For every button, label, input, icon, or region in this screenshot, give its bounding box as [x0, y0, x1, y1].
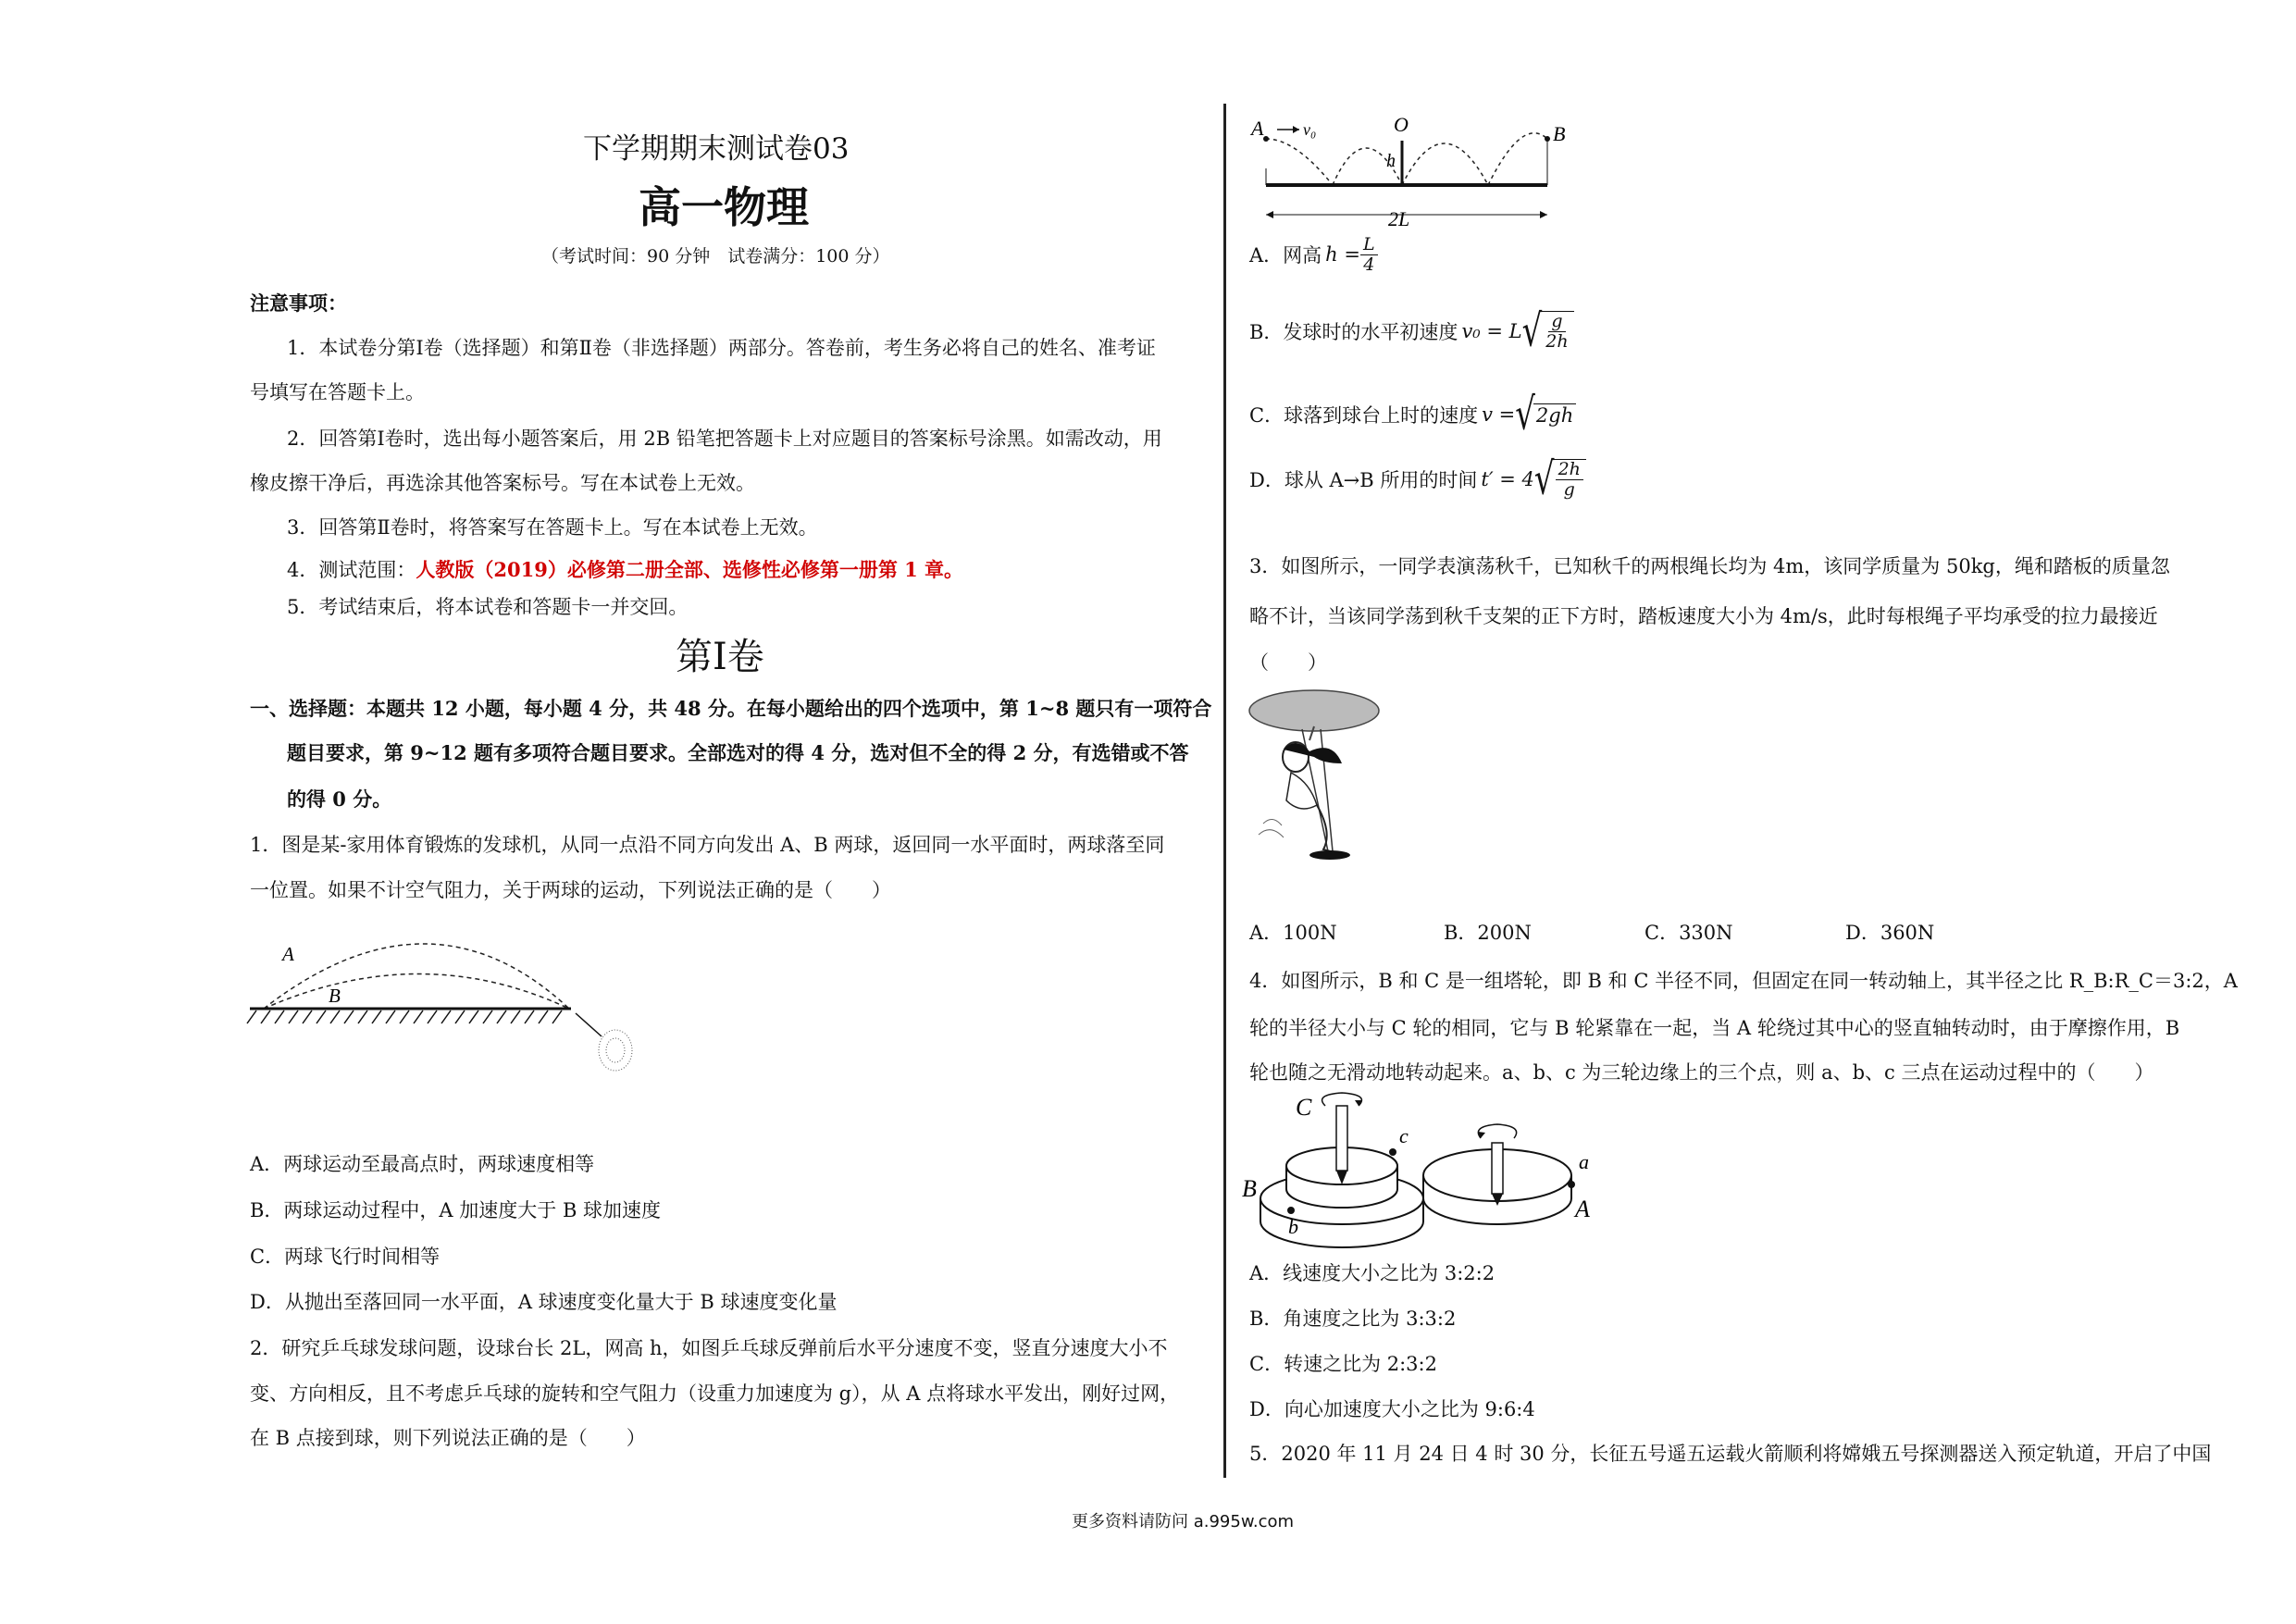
q4-stem-c: 轮也随之无滑动地转动起来。a、b、c 为三轮边缘上的三个点，则 a、b、c 三点在运动过程中的（ ）	[1249, 1061, 2154, 1084]
q4-stem-b: 轮的半径大小与 C 轮的相同，它与 B 轮紧靠在一起，当 A 轮绕过其中心的竖直轴转动时，由于摩擦作用，B	[1249, 1017, 2180, 1039]
q3-swing-figure	[1245, 685, 1393, 870]
footer-link-text: 更多资料请防问 a.995w.com	[1072, 1512, 1295, 1531]
notice-item-4-prefix: 4．测试范围：	[287, 559, 416, 581]
q2-option-a-fraction	[1360, 235, 1378, 275]
q4-fig-wheel-c: C	[1296, 1094, 1312, 1121]
q2-fig-2l: 2L	[1388, 207, 1410, 230]
q3-option-b: B．200N	[1444, 922, 1532, 944]
q1-trajectory-figure	[245, 916, 634, 1083]
column-divider	[1223, 104, 1226, 1478]
section1-line3: 的得 0 分。	[287, 787, 392, 811]
q2-option-a-text: A．网高	[1249, 244, 1322, 267]
q3-stem-c: （ ）	[1249, 651, 1327, 674]
q4-fig-wheel-a: A	[1575, 1196, 1590, 1222]
q2-fig-point-a: A	[1251, 117, 1264, 140]
q1-option-d: D．从抛出至落回同一水平面，A 球速度变化量大于 B 球速度变化量	[250, 1291, 838, 1313]
q4-fig-point-b: b	[1288, 1215, 1298, 1238]
q2-option-c	[1249, 389, 1576, 440]
q1-option-b: B．两球运动过程中，A 加速度大于 B 球加速度	[250, 1199, 662, 1221]
q4-fig-wheel-b: B	[1242, 1175, 1257, 1202]
q2-option-a-lhs: h =	[1325, 243, 1360, 267]
q2-option-b-lhs: v₀ = L	[1461, 319, 1522, 342]
q3-option-d: D．360N	[1845, 922, 1935, 944]
q4-stem-a: 4．如图所示，B 和 C 是一组塔轮，即 B 和 C 半径不同，但固定在同一转动轴上，其半径之比 R_B:R_C＝3:2，A	[1249, 970, 2238, 992]
notice-item-2a: 2．回答第Ⅰ卷时，选出每小题答案后，用 2B 铅笔把答题卡上对应题目的答案标号涂黑。如需改动，用	[287, 428, 1162, 450]
q4-fig-point-c: c	[1399, 1124, 1409, 1147]
q2-option-b-num: g	[1548, 312, 1565, 332]
notice-test-scope: 人教版（2019）必修第二册全部、选修性必修第一册第 1 章。	[416, 558, 964, 581]
q3-option-c: C．330N	[1644, 922, 1733, 944]
q2-fig-v0: v₀	[1303, 120, 1317, 139]
q5-stem-a: 5．2020 年 11 月 24 日 4 时 30 分，长征五号遥五运载火箭顺利将嫦娥五号探测器送入预定轨道，开启了中国	[1249, 1443, 2212, 1465]
q2-stem-c: 在 B 点接到球，则下列说法正确的是（ ）	[250, 1427, 646, 1449]
q1-fig-label-b: B	[329, 985, 341, 1007]
q3-stem-b: 略不计，当该同学荡到秋千支架的正下方时，踏板速度大小为 4m/s，此时每根绳子平均承受的拉力最接近	[1249, 605, 2158, 627]
exam-info: （考试时间：90 分钟 试卷满分：100 分）	[541, 246, 890, 267]
q2-stem-b: 变、方向相反，且不考虑乒乓球的旋转和空气阻力（设重力加速度为 g），从 A 点将球水平发出，刚好过网，	[250, 1382, 1180, 1405]
q2-fig-point-b: B	[1553, 122, 1566, 145]
q1-option-a: A．两球运动至最高点时，两球速度相等	[250, 1153, 595, 1175]
notice-item-1a: 1．本试卷分第Ⅰ卷（选择题）和第Ⅱ卷（非选择题）两部分。答卷前，考生务必将自己的姓名、准考证	[287, 337, 1156, 359]
q2-option-b	[1249, 304, 1574, 357]
volume-title: 第Ⅰ卷	[676, 636, 764, 678]
notice-item-3: 3．回答第Ⅱ卷时，将答案写在答题卡上。写在本试卷上无效。	[287, 516, 818, 539]
q2-option-b-den: 2h	[1545, 330, 1569, 352]
q1-stem-a: 1．图是某-家用体育锻炼的发球机，从同一点沿不同方向发出 A、B 两球，返回同一水平面时，两球落至同	[250, 834, 1165, 856]
notice-item-5: 5．考试结束后，将本试卷和答题卡一并交回。	[287, 596, 689, 618]
q2-stem-a: 2．研究乒乓球发球问题，设球台长 2L，网高 h，如图乒乓球反弹前后水平分速度不变，竖直分速度大小不	[250, 1337, 1168, 1359]
q2-option-d-num: 2h	[1556, 460, 1583, 480]
q4-option-c: C．转速之比为 2:3:2	[1249, 1353, 1437, 1375]
q2-option-b-text: B．发球时的水平初速度	[1249, 320, 1458, 343]
q2-option-a	[1249, 235, 1378, 275]
q2-option-c-lhs: v =	[1482, 403, 1516, 426]
q1-option-c: C．两球飞行时间相等	[250, 1246, 441, 1268]
q2-option-d-lhs: t′ = 4	[1481, 467, 1534, 490]
q2-option-a-den: 4	[1363, 254, 1375, 275]
exam-title: 下学期期末测试卷03	[583, 132, 850, 166]
q3-stem-a: 3．如图所示，一同学表演荡秋千，已知秋千的两根绳长均为 4m，该同学质量为 50kg，绳和踏板的质量忽	[1249, 555, 2170, 577]
q1-stem-b: 一位置。如果不计空气阻力，关于两球的运动，下列说法正确的是（ ）	[250, 879, 891, 901]
q2-option-b-radical: √ $\frac{g}{2h}$	[1522, 311, 1574, 352]
q4-option-a: A．线速度大小之比为 3:2:2	[1249, 1262, 1496, 1284]
notice-item-1b: 号填写在答题卡上。	[250, 381, 425, 403]
notice-item-2b: 橡皮擦干净后，再选涂其他答案标号。写在本试卷上无效。	[250, 472, 755, 494]
notice-item-4	[287, 555, 963, 583]
section1-line2: 题目要求，第 9~12 题有多项符合题目要求。全部选对的得 4 分，选对但不全的得 2 分，有选错或不答	[287, 741, 1189, 764]
q2-option-d-text: D．球从 A→B 所用的时间	[1249, 468, 1478, 491]
q4-option-d: D．向心加速度大小之比为 9:6:4	[1249, 1398, 1535, 1420]
q2-option-c-text: C．球落到球台上时的速度	[1249, 404, 1479, 427]
section1-line1: 一、选择题：本题共 12 小题，每小题 4 分，共 48 分。在每小题给出的四个选项中，第 1~8 题只有一项符合	[250, 697, 1212, 720]
q2-option-d-radical: √ $\frac{2h}{g}$	[1534, 459, 1586, 500]
q4-pulley-figure	[1240, 1087, 1647, 1254]
q2-table-tennis-figure	[1240, 111, 1573, 231]
q2-option-d	[1249, 452, 1586, 505]
q2-option-d-den: g	[1563, 478, 1575, 500]
notice-heading: 注意事项：	[250, 291, 347, 315]
q4-option-b: B．角速度之比为 3:3:2	[1249, 1308, 1457, 1330]
q1-fig-label-a: A	[282, 943, 294, 965]
q4-fig-point-a: a	[1579, 1150, 1589, 1173]
q2-option-a-num: L	[1360, 235, 1378, 255]
subject-title: 高一物理	[639, 182, 809, 232]
q2-fig-h: h	[1386, 151, 1396, 171]
q3-option-a: A．100N	[1249, 922, 1337, 944]
q2-option-c-rad: 2gh	[1533, 403, 1576, 427]
q2-fig-o: O	[1394, 113, 1409, 136]
q2-option-c-radical: √ 2gh	[1515, 396, 1576, 433]
